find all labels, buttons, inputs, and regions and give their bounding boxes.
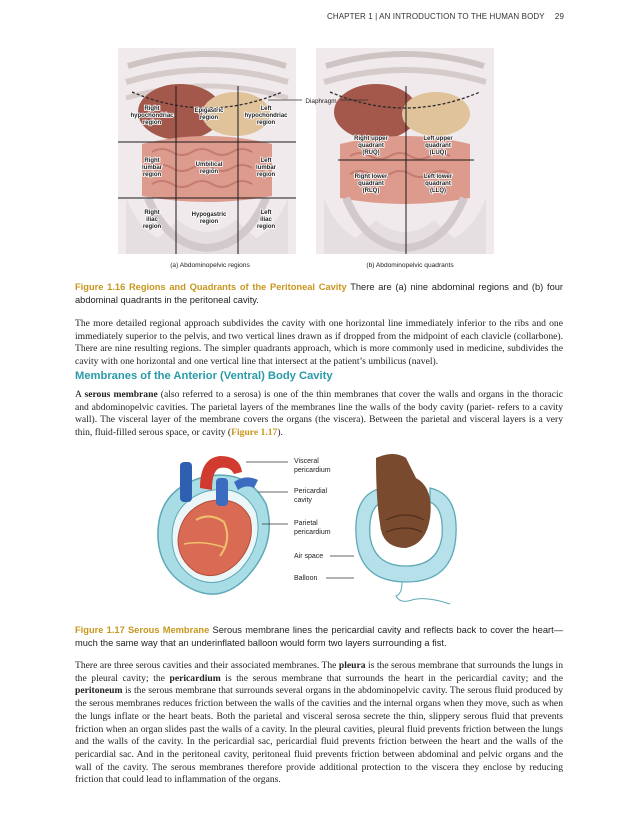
label-parietal-line2: pericardium xyxy=(294,529,331,536)
quadrant-label-llq-b: quadrant xyxy=(425,181,451,187)
quadrant-label-luq-c: (LUQ) xyxy=(429,150,447,156)
caption-label: Figure 1.17 Serous Membrane xyxy=(75,625,210,635)
region-label-5b: region xyxy=(199,169,219,175)
term-peritoneum: peritoneum xyxy=(75,685,123,697)
quadrant-label-luq-a: Left upper xyxy=(423,136,453,142)
region-label-1b: hypochondriac xyxy=(130,113,174,119)
quadrant-label-llq-a: Left lower xyxy=(423,174,453,180)
label-air-space: Air space xyxy=(294,553,324,560)
diaphragm-label: Diaphragm xyxy=(305,98,337,105)
label-cavity-line1: Pericardial xyxy=(294,488,328,495)
region-label-3c: region xyxy=(256,120,276,126)
body-paragraph-1: The more detailed regional approach subdivides the cavity with one horizontal line immediately inferior to the ribs and one immediately superior to the pelvis, and two vertical lines drawn as if dropped from the midpoint of each clavicle (collarbone). There are nine resulting regions. The simpler quadrants approach, which is more commonly used in medicine, subdivides the cavity with one horizontal and one vertical line that intersect at the patient’s umbilicus (navel). xyxy=(75,318,563,368)
label-parietal-line1: Parietal xyxy=(294,520,318,527)
quadrant-label-llq-c: (LLQ) xyxy=(430,188,446,194)
region-label-6c: region xyxy=(256,172,276,178)
body-paragraph-3 xyxy=(75,660,563,787)
term-pleura: pleura xyxy=(338,660,366,671)
running-title: CHAPTER 1 | AN INTRODUCTION TO THE HUMAN BODY xyxy=(326,12,545,21)
text-run: is the serous membrane that surrounds the lungs in the pleural cavity; the xyxy=(75,660,564,684)
region-label-9b: iliac xyxy=(260,217,272,223)
quadrant-label-ruq-b: quadrant xyxy=(358,143,384,149)
text-run: is the serous membrane that surrounds several organs in the abdominopelvic cavity. The serous fluid produced by the serous membranes reduces friction between the walls of the cavities and the internal organs when they move, such as when the lungs inflate or the heart beats. Both the parietal and visceral serosa secrete the thin, slippery serous fluid that prevents friction when an organ slides past the walls of a cavity. In the pleural cavities, pleural fluid prevents friction between the lungs and the walls of the cavity. In the pericardial sac, pericardial fluid prevents friction between the heart and the walls of the pericardial sac. And in the peritoneal cavity, peritoneal fluid prevents friction between abdominal and pelvic organs and the wall of the cavity. The serous membranes therefore provide additional protection to the viscera they enclose by reducing friction that could lead to inflammation of the organs. xyxy=(75,685,563,786)
section-heading: Membranes of the Anterior (Ventral) Body Cavity xyxy=(75,370,333,382)
region-label-1c: region xyxy=(142,120,162,126)
quadrant-label-ruq-a: Right upper xyxy=(354,136,388,142)
quadrant-label-rlq-a: Right lower xyxy=(354,174,388,180)
region-label-3b: hypochondriac xyxy=(244,113,288,119)
text-run: There are three serous cavities and their associated membranes. The xyxy=(75,660,339,671)
label-visceral-line2: pericardium xyxy=(294,467,331,474)
heart-drawing xyxy=(158,456,269,594)
label-cavity-line2: cavity xyxy=(294,497,312,504)
label-visceral-line1: Visceral xyxy=(294,458,319,465)
region-label-7b: iliac xyxy=(146,217,158,223)
caption-figure-1-17 xyxy=(75,624,563,649)
region-label-4b: lumbar xyxy=(141,165,163,171)
quadrant-label-rlq-b: quadrant xyxy=(358,181,384,187)
region-label-4c: region xyxy=(142,172,162,178)
region-label-8a: Hypogastric xyxy=(191,212,227,218)
text-run: ). xyxy=(277,427,283,439)
term-serous-membrane: serous membrane xyxy=(84,389,158,400)
text-run: is the serous membrane that surrounds the heart in the pericardial cavity; and the xyxy=(220,672,563,684)
subcaption-a: (a) Abdominopelvic regions xyxy=(170,262,250,269)
term-pericardium: pericardium xyxy=(169,672,221,684)
caption-figure-1-16 xyxy=(75,281,563,306)
label-balloon: Balloon xyxy=(294,575,318,582)
text-run: A xyxy=(75,389,85,400)
region-label-5a: Umbilical xyxy=(195,162,223,168)
running-header xyxy=(327,12,564,21)
region-label-2a: Epigastric xyxy=(194,108,224,114)
subcaption-b: (b) Abdominopelvic quadrants xyxy=(366,262,454,269)
quadrant-label-luq-b: quadrant xyxy=(425,143,451,149)
region-label-1a: Right xyxy=(144,106,160,112)
region-label-6b: lumbar xyxy=(255,165,277,171)
region-label-7a: Right xyxy=(144,210,160,216)
balloon-fist-drawing xyxy=(356,454,456,604)
region-label-3a: Left xyxy=(260,106,272,112)
caption-text: There are (a) nine abdominal regions and (b) four abdominal quadrants in the peritoneal cavity. xyxy=(75,282,564,305)
quadrant-label-rlq-c: (RLQ) xyxy=(362,188,380,194)
caption-label: Figure 1.16 Regions and Quadrants of the Peritoneal Cavity xyxy=(75,282,347,292)
caption-text: Serous membrane lines the pericardial cavity and reflects back to cover the heart—much the same way that an underinflated balloon would form two layers surrounding a fist. xyxy=(75,625,563,648)
region-label-7c: region xyxy=(142,224,162,230)
page-number: 29 xyxy=(554,12,564,21)
region-label-4a: Right xyxy=(144,158,160,164)
region-label-2b: region xyxy=(199,115,219,121)
region-label-8b: region xyxy=(199,219,219,225)
figure-reference-link[interactable]: Figure 1.17 xyxy=(231,427,278,439)
text-run: (also referred to a serosa) is one of the thin membranes that cover the walls and organs in the thoracic and abdominopelvic cavities. The parietal layers of the membranes line the walls of the body cavity (pariet- refers to a cavity wall). The visceral layer of the membrane covers the organs (the viscera). Between the parietal and visceral layers is a very thin, fluid-filled serous space, or cavity ( xyxy=(75,389,563,439)
body-paragraph-2 xyxy=(75,389,563,440)
region-label-6a: Left xyxy=(260,158,272,164)
figure-1-17-illustration xyxy=(150,448,480,616)
region-label-9a: Left xyxy=(260,210,272,216)
figure-1-16-illustration xyxy=(118,48,494,272)
region-label-9c: region xyxy=(256,224,276,230)
quadrant-label-ruq-c: (RUQ) xyxy=(362,150,380,156)
torso-quadrants-drawing xyxy=(316,48,494,254)
